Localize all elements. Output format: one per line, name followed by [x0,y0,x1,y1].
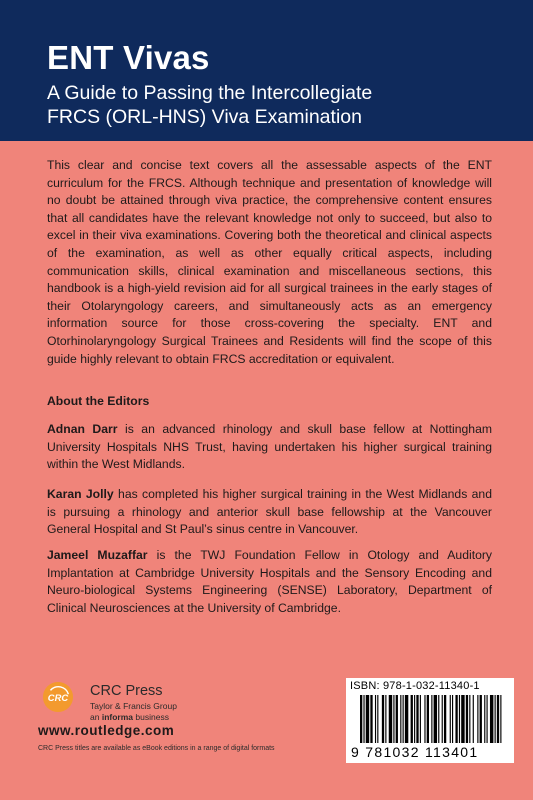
barcode-bar [414,695,415,743]
barcode-bar [427,695,429,743]
barcode-bar [480,695,482,743]
publisher-website: www.routledge.com [38,723,175,738]
barcode-bar [377,695,378,743]
editor-bio [47,486,492,539]
editor-bio-text: is the TWJ Foundation Fellow in Otology and Auditory Implantation at Cambridge University Hospitals and the Sensory Encoding and Neuro-biological Systems Engineering (SENSE) Laboratory, Department of Clinical Neurosciences at the University of Cambridge. [47,548,493,615]
barcode-bar [431,695,432,743]
editor-bio-text: is an advanced rhinology and skull base fellow at Nottingham University Hospitals NHS Trust, having undertaken his higher surgical training within the West Midlands. [47,422,492,472]
barcode-bar [497,695,499,743]
barcode-bar [455,695,457,743]
publisher-group: Taylor & Francis Group [90,701,177,711]
editor-name: Jameel Muzaffar [47,548,148,562]
barcode-bar [469,695,470,743]
informa-tagline [90,712,169,722]
barcode-bar [382,695,384,743]
barcode-bar [370,695,372,743]
crc-logo-text: CRC [47,691,69,703]
barcode-bar [490,695,493,743]
barcode-bar [389,695,392,743]
barcode-bar [434,695,437,743]
barcode-bar [411,695,413,743]
book-description: This clear and concise text covers all the assessable aspects of the ENT curriculum for the FRCS. Although technique and presentation of knowledge will no doubt be attained through viva practice, the comprehensive content ensures that all candidates have the relevant knowledge not only to succeed, but also to excel in their viva examinations. Covering both the theoretical and clinical aspects of the examination, as well as other equally critical aspects, including communication skills, clinical examination and miscellaneous sections, this handbook is a high-yield revision aid for all surgical trainees in the early stages of their Otolaryngology careers, and simultaneously acts as an emergency information source for those cross-covering the specialty. ENT and Otorhinolaryngology Surgical Trainees and Residents will find the scope of this guide highly relevant to obtain FRCS accreditation or equivalent. [47,158,492,366]
isbn-number: ISBN: 978-1-032-11340-1 [350,680,480,692]
informa-prefix: an [90,712,100,722]
barcode-bar [405,695,408,743]
barcode-bar [484,695,485,743]
barcode-bar [393,695,394,743]
barcode-bar [385,695,386,743]
subtitle-line-2: FRCS (ORL-HNS) Viva Examination [47,106,362,128]
barcode-bar [473,695,474,743]
publisher-name: CRC Press [90,683,163,699]
ebook-note: CRC Press titles are available as eBook editions in a range of digital formats [38,745,275,752]
informa-suffix: business [135,712,169,722]
barcode-bar [360,695,362,743]
isbn-barcode [346,678,514,763]
barcode-bar [461,695,464,743]
crc-logo-icon [42,681,74,713]
barcode-bar [466,695,468,743]
barcode-bar [366,695,369,743]
barcode-bar [420,695,421,743]
barcode-bar [424,695,425,743]
editor-name: Adnan Darr [47,422,118,436]
barcode-bar [442,695,443,743]
editor-name: Karan Jolly [47,487,114,501]
barcode-bar [444,695,446,743]
barcode-bar [500,695,501,743]
barcode-bar [396,695,398,743]
barcode-bar [450,695,451,743]
editor-bio [47,421,492,474]
editor-bio-text: has completed his higher surgical training in the West Midlands and is pursuing a rhinology and anterior skull base fellowship at the Vancouver General Hospital and St Paul’s sinus centre in Vancouver. [47,487,492,537]
barcode-bar [438,695,439,743]
barcode-bar [363,695,364,743]
barcode-bar [375,695,376,743]
barcode-bar [477,695,478,743]
subtitle-line-1: A Guide to Passing the Intercollegiate [47,82,373,104]
barcode-bar [459,695,460,743]
editor-bio [47,547,492,617]
about-editors-heading: About the Editors [47,394,150,408]
barcode-bar [400,695,401,743]
barcode-bar [452,695,453,743]
barcode-bar [495,695,496,743]
book-title: ENT Vivas [47,39,210,76]
barcode-digits: 9 781032 113401 [351,744,479,760]
informa-bold: informa [101,712,134,722]
book-subtitle [47,81,507,129]
barcode-bar [487,695,488,743]
barcode-bar [416,695,418,743]
barcode-bar [403,695,404,743]
cover-header [0,0,533,141]
